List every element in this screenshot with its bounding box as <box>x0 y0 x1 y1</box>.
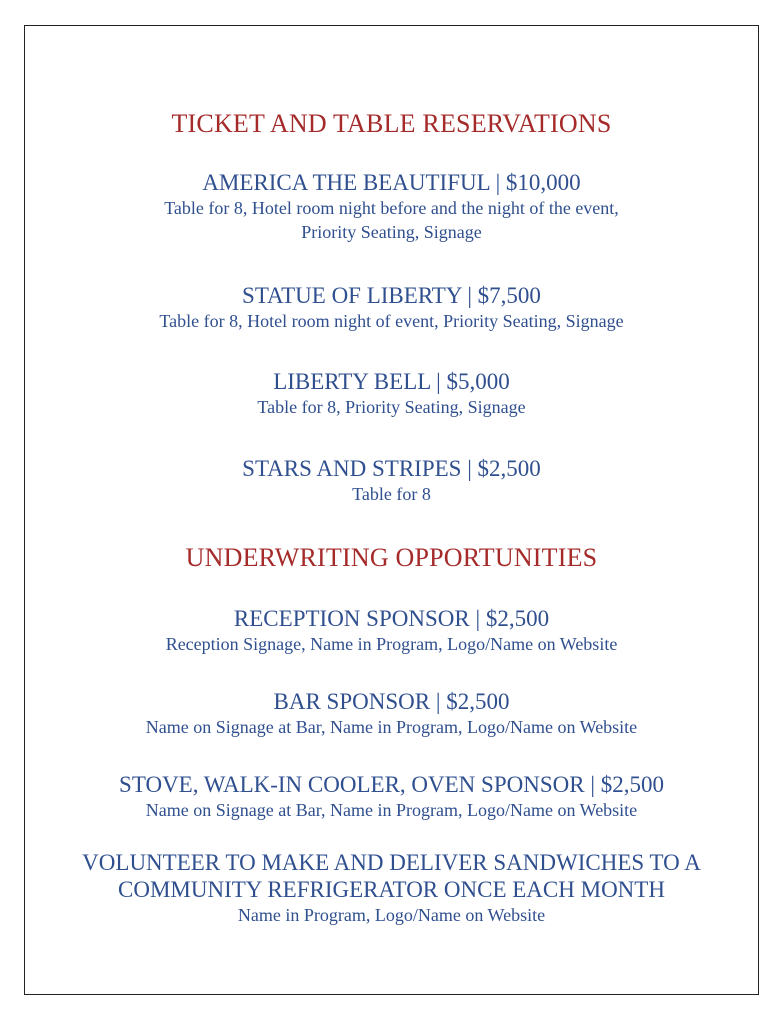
tier-stars-and-stripes <box>25 455 758 506</box>
tier-title: RECEPTION SPONSOR | $2,500 <box>233 606 550 631</box>
tier-title: STATUE OF LIBERTY | $7,500 <box>242 283 541 308</box>
section-heading: UNDERWRITING OPPORTUNITIES <box>185 543 598 572</box>
tier-title: BAR SPONSOR | $2,500 <box>273 689 510 714</box>
page-frame <box>24 25 759 995</box>
tier-description-line: Table for 8, Hotel room night of event, Priority Seating, Signage <box>159 311 624 331</box>
tier-description-line: Priority Seating, Signage <box>301 222 482 242</box>
tier-title-line: COMMUNITY REFRIGERATOR ONCE EACH MONTH <box>118 877 665 902</box>
tier-description-line: Name in Program, Logo/Name on Website <box>237 905 546 925</box>
tier-description-line: Name on Signage at Bar, Name in Program, Logo/Name on Website <box>145 717 638 737</box>
tier-description-line: Table for 8, Priority Seating, Signage <box>257 397 526 417</box>
tier-america-the-beautiful <box>25 169 758 244</box>
tier-title: LIBERTY BELL | $5,000 <box>273 369 510 394</box>
tier-bar-sponsor <box>25 688 758 739</box>
tier-liberty-bell <box>25 368 758 419</box>
tier-title: AMERICA THE BEAUTIFUL | $10,000 <box>202 170 581 195</box>
tier-title-line: VOLUNTEER TO MAKE AND DELIVER SANDWICHES TO A <box>82 850 701 875</box>
tier-title: STARS AND STRIPES | $2,500 <box>242 456 541 481</box>
tier-stove-cooler-oven-sponsor <box>25 771 758 822</box>
underwriting-section <box>25 543 758 573</box>
ticket-reservations-section <box>25 109 758 139</box>
tier-description-line: Table for 8 <box>352 484 431 504</box>
tier-reception-sponsor <box>25 605 758 656</box>
tier-statue-of-liberty <box>25 282 758 333</box>
section-heading: TICKET AND TABLE RESERVATIONS <box>171 109 612 138</box>
tier-title: STOVE, WALK-IN COOLER, OVEN SPONSOR | $2,500 <box>119 772 664 797</box>
tier-description-line: Reception Signage, Name in Program, Logo/Name on Website <box>165 634 618 654</box>
tier-description-line: Table for 8, Hotel room night before and the night of the event, <box>164 198 619 218</box>
tier-volunteer-sandwiches <box>25 849 758 927</box>
tier-description-line: Name on Signage at Bar, Name in Program, Logo/Name on Website <box>145 800 638 820</box>
